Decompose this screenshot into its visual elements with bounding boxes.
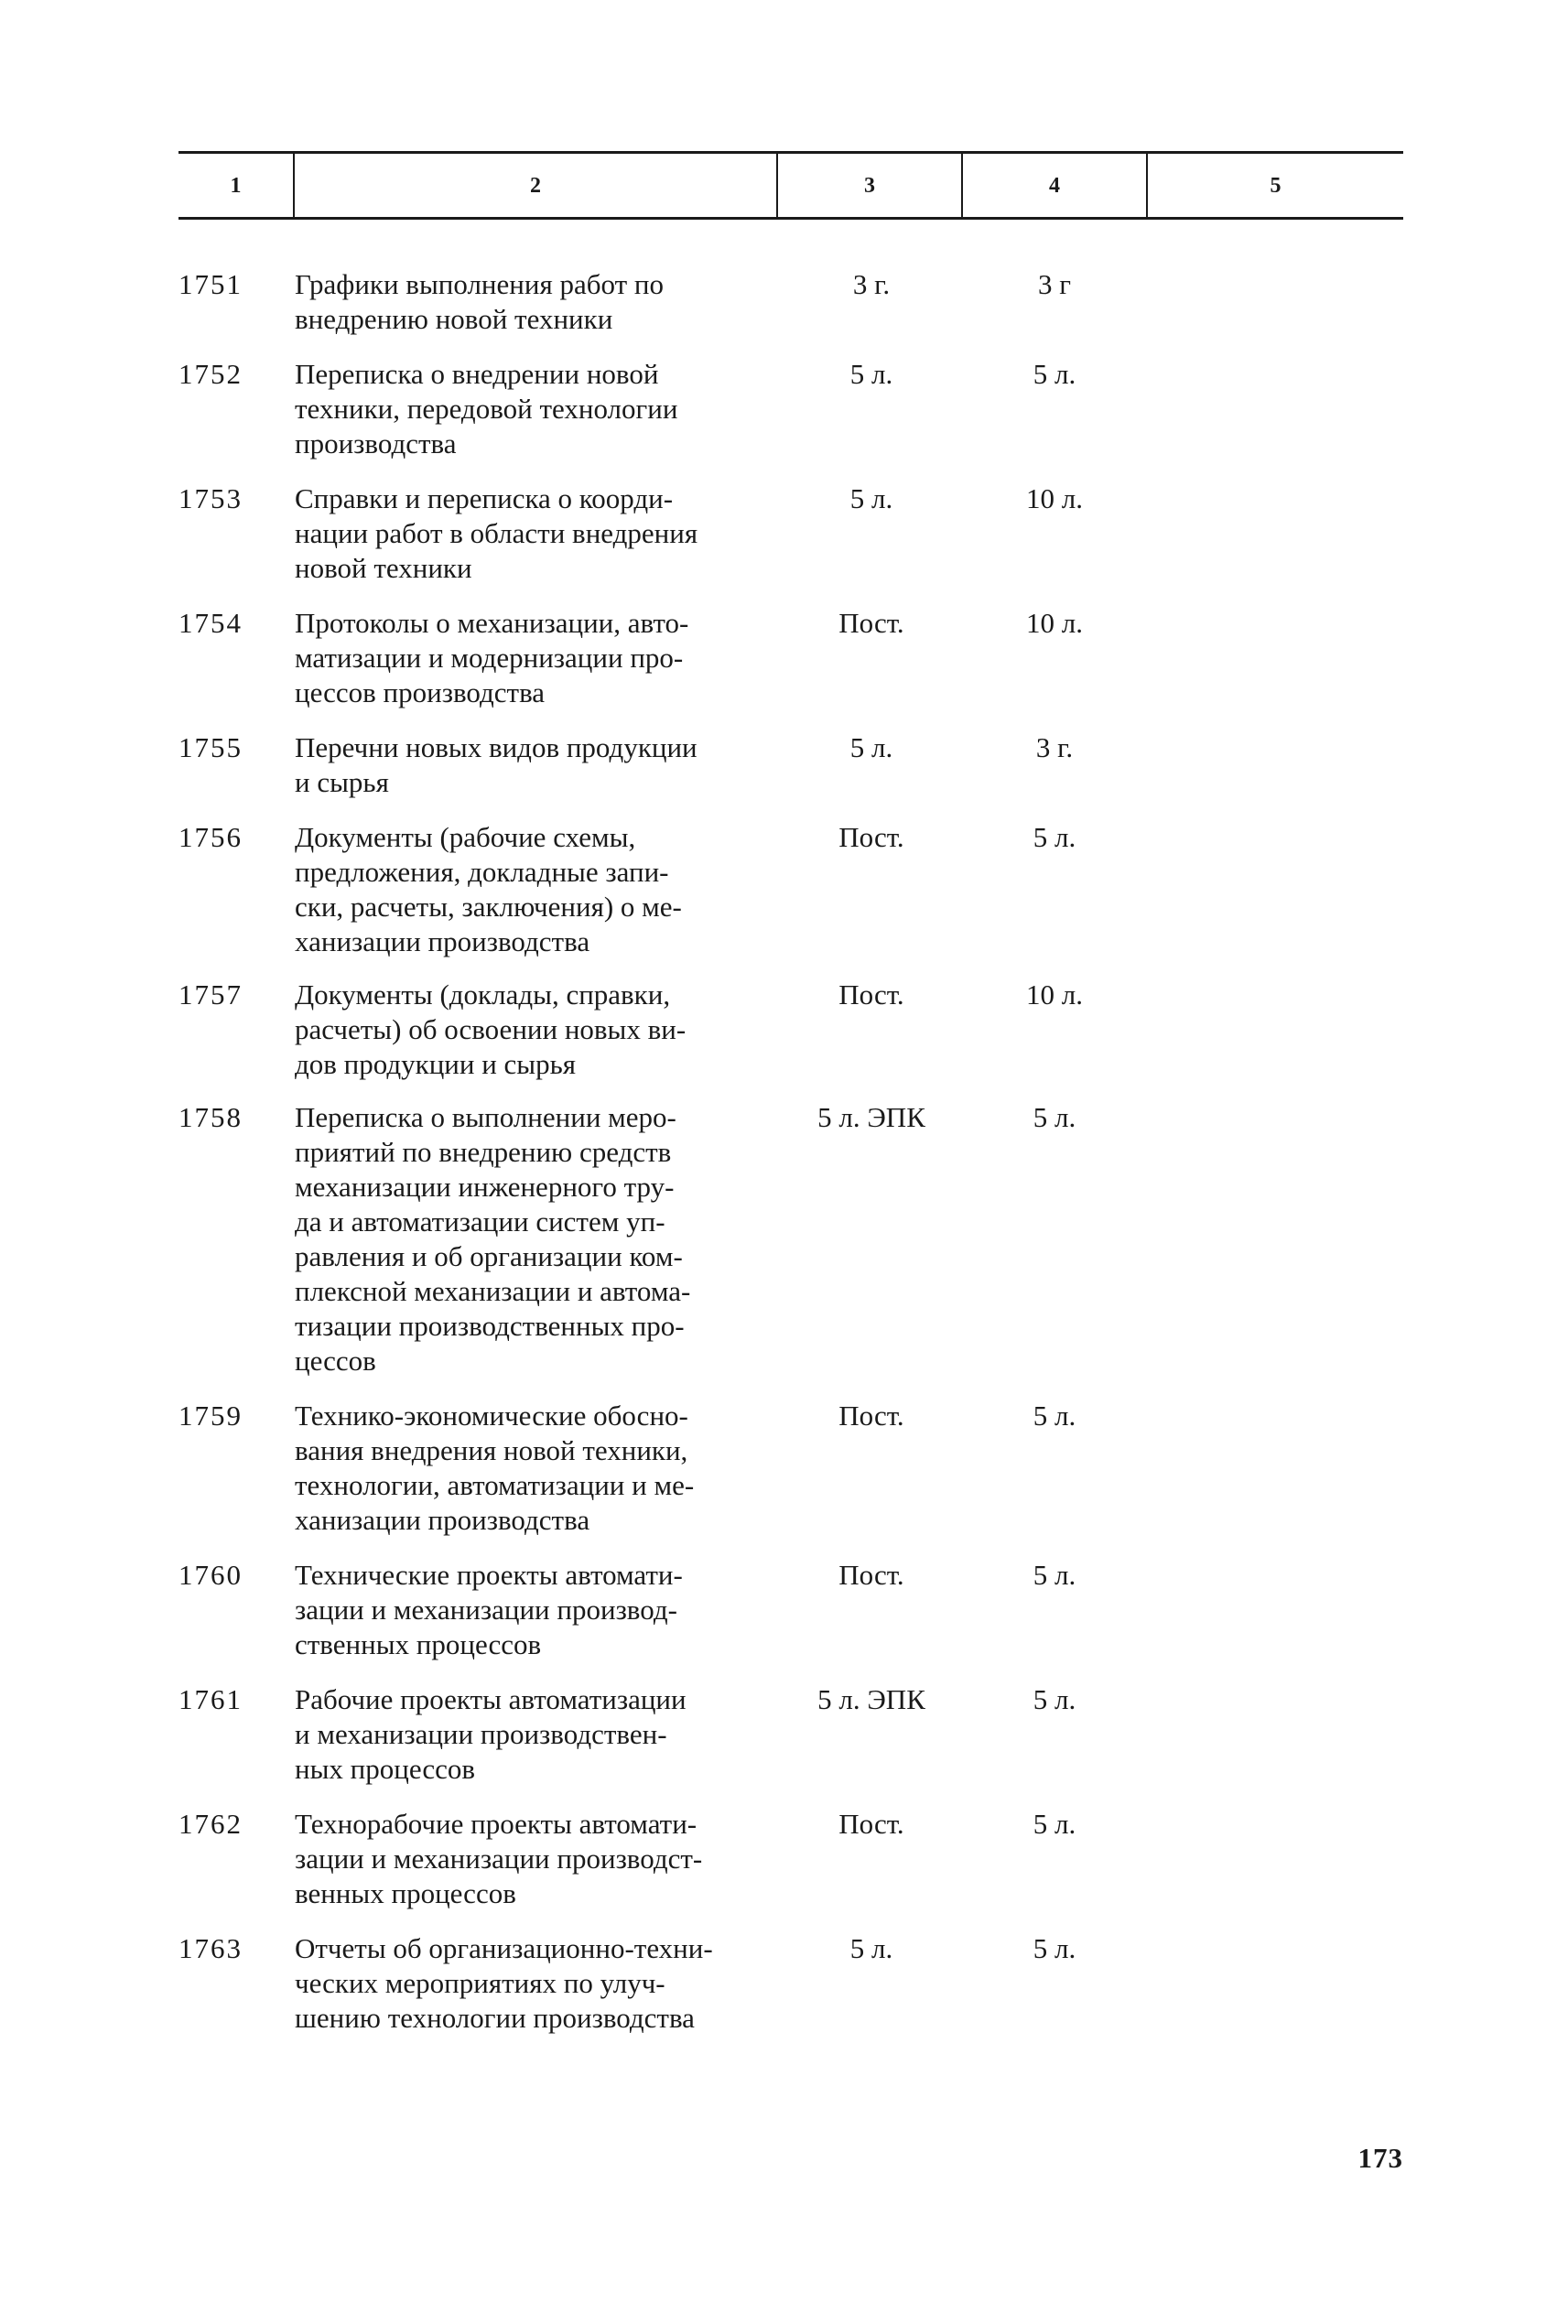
row-retention-org: Пост. <box>838 821 904 853</box>
row-description: Документы (рабочие схемы, предложения, докладные запи- ски, расчеты, заключения) о ме- ханизации производства <box>295 821 682 957</box>
row-retention-org: Пост. <box>838 607 904 639</box>
row-description: Технико-экономические обосно- вания внедрения новой техники, технологии, автоматизации и ме- ханизации производства <box>295 1400 695 1536</box>
row-retention-other: 5 л. <box>1033 821 1076 853</box>
row-number: 1761 <box>178 1683 243 1715</box>
row-description: Перечни новых видов продукции и сырья <box>295 731 697 798</box>
row-description: Графики выполнения работ по внедрению новой техники <box>295 268 664 335</box>
row-retention-org: 5 л. <box>849 731 893 763</box>
row-retention-org: Пост. <box>838 978 904 1011</box>
row-description: Технорабочие проекты автомати- зации и механизации производст- венных процессов <box>295 1808 703 1909</box>
row-retention-other: 10 л. <box>1026 607 1083 639</box>
row-retention-other: 5 л. <box>1033 1559 1076 1591</box>
row-retention-org: 3 г. <box>852 268 891 300</box>
row-retention-other: 5 л. <box>1033 1683 1076 1715</box>
row-retention-other: 3 г <box>1038 268 1071 300</box>
row-retention-other: 5 л. <box>1033 1101 1076 1133</box>
row-description: Протоколы о механизации, авто- матизации и модернизации про- цессов производства <box>295 607 689 708</box>
row-number: 1753 <box>178 482 243 514</box>
row-retention-org: 5 л. <box>849 482 893 514</box>
column-header-3: 3 <box>864 174 875 198</box>
row-retention-other: 10 л. <box>1026 978 1083 1011</box>
header-bottom-rule <box>178 217 1403 220</box>
column-header-4: 4 <box>1049 174 1060 198</box>
column-header-1: 1 <box>230 174 242 198</box>
row-number: 1755 <box>178 731 243 763</box>
row-retention-org: Пост. <box>838 1400 904 1432</box>
row-description: Отчеты об организационно-техни- ческих мероприятиях по улуч- шению технологии производства <box>295 1932 713 2034</box>
row-retention-other: 5 л. <box>1033 358 1076 390</box>
row-number: 1752 <box>178 358 243 390</box>
row-number: 1759 <box>178 1400 243 1432</box>
row-retention-other: 5 л. <box>1033 1808 1076 1840</box>
row-number: 1758 <box>178 1101 243 1133</box>
row-number: 1751 <box>178 268 243 300</box>
row-description: Переписка о выполнении меро- приятий по внедрению средств механизации инженерного тру- да и автоматизации систем уп- равления и об организации ком- плексной механизации и автома- тизации производственных про- цессов <box>295 1101 691 1377</box>
row-retention-org: Пост. <box>838 1808 904 1840</box>
row-retention-org: 5 л. ЭПК <box>817 1101 925 1133</box>
column-header-2: 2 <box>530 174 541 198</box>
row-retention-org: Пост. <box>838 1559 904 1591</box>
row-retention-other: 5 л. <box>1033 1932 1076 1964</box>
row-retention-org: 5 л. <box>849 358 893 390</box>
row-number: 1763 <box>178 1932 243 1964</box>
row-description: Переписка о внедрении новой техники, передовой технологии производства <box>295 358 678 459</box>
header-top-rule <box>178 151 1403 154</box>
row-number: 1757 <box>178 978 243 1011</box>
row-description: Технические проекты автомати- зации и механизации производ- ственных процессов <box>295 1559 683 1660</box>
row-number: 1756 <box>178 821 243 853</box>
row-number: 1762 <box>178 1808 243 1840</box>
page-number: 173 <box>1357 2142 1403 2174</box>
row-retention-org: 5 л. <box>849 1932 893 1964</box>
column-header-5: 5 <box>1270 174 1281 198</box>
row-retention-org: 5 л. ЭПК <box>817 1683 925 1715</box>
row-description: Справки и переписка о коорди- нации работ в области внедрения новой техники <box>295 482 698 584</box>
row-description: Рабочие проекты автоматизации и механизации производствен- ных процессов <box>295 1683 687 1785</box>
row-number: 1760 <box>178 1559 243 1591</box>
row-number: 1754 <box>178 607 243 639</box>
row-retention-other: 5 л. <box>1033 1400 1076 1432</box>
row-description: Документы (доклады, справки, расчеты) об освоении новых ви- дов продукции и сырья <box>295 978 687 1080</box>
row-retention-other: 3 г. <box>1035 731 1074 763</box>
row-retention-other: 10 л. <box>1026 482 1083 514</box>
